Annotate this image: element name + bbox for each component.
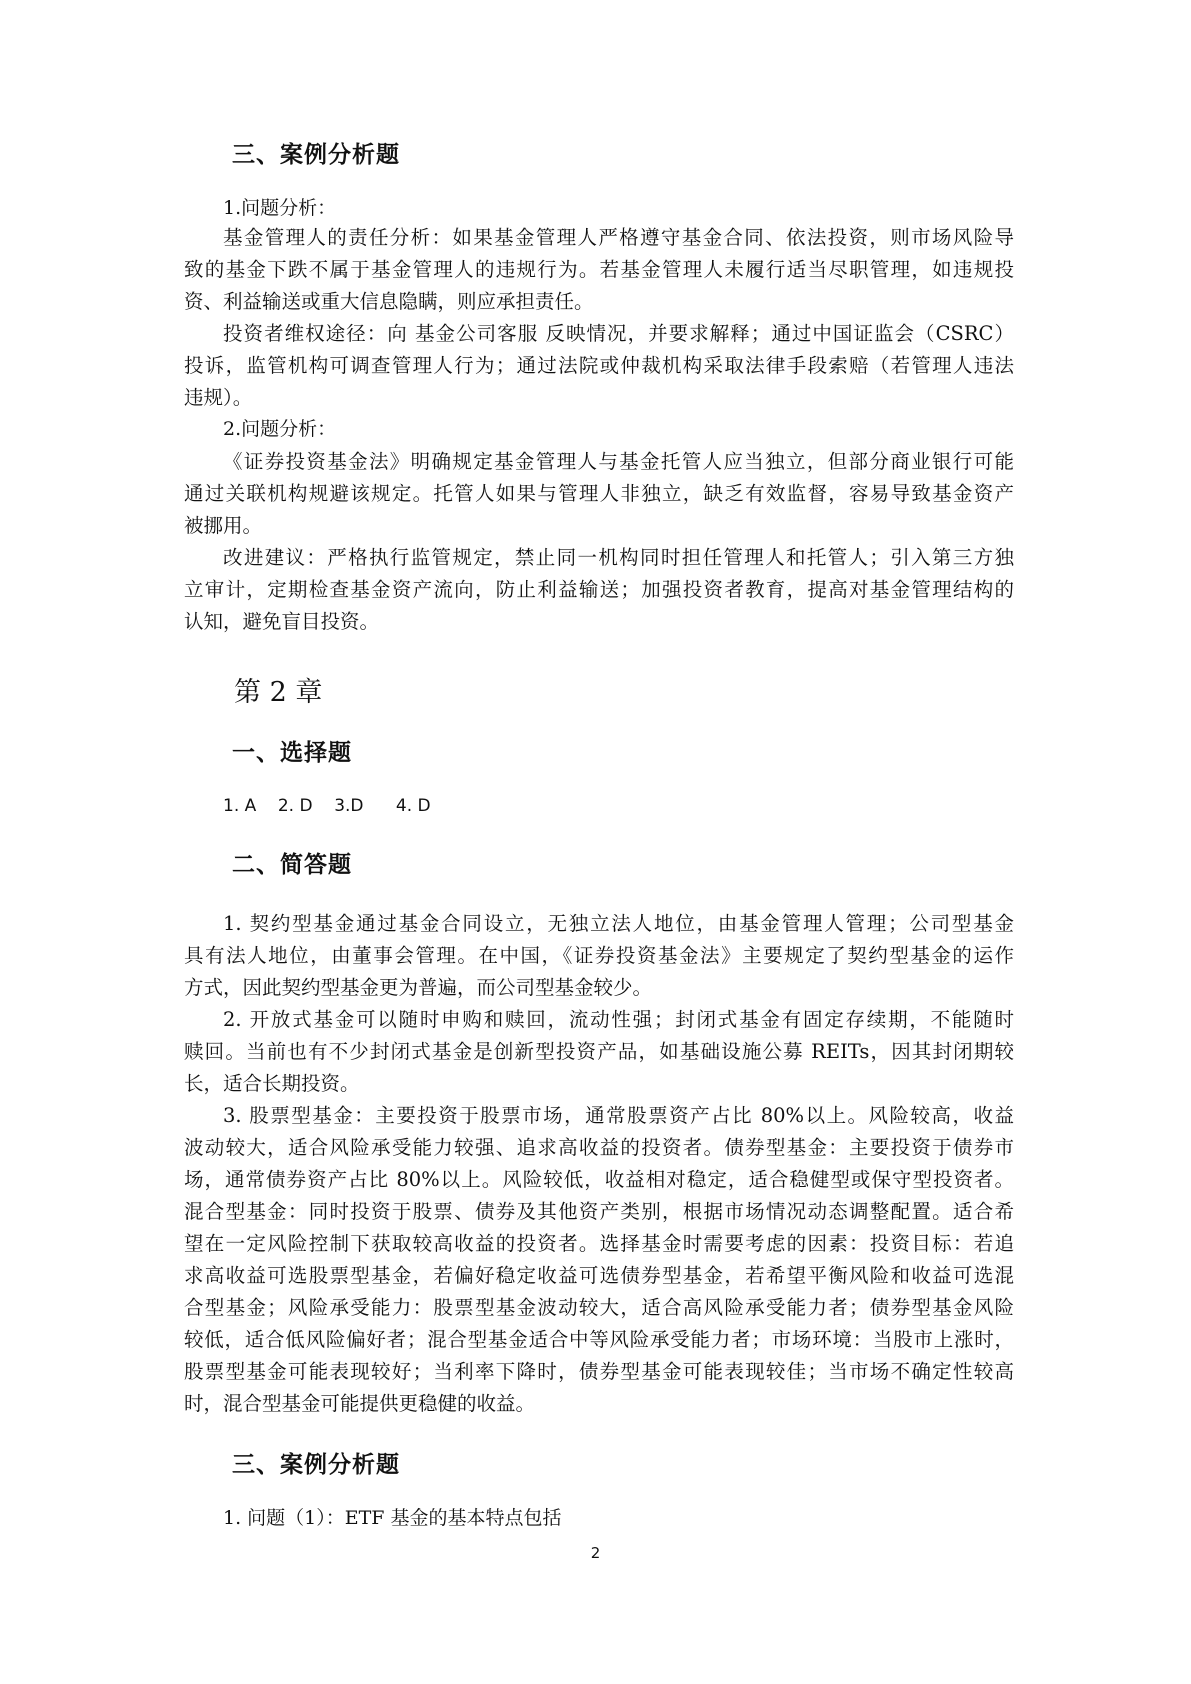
question-2-label: 2.问题分析： xyxy=(223,418,337,440)
paragraph-line: 较低，适合低风险偏好者；混合型基金适合中等风险承受能力者；市场环境：当股市上涨时， xyxy=(184,1328,1014,1351)
paragraph-line: 投资者维权途径：向 基金公司客服 反映情况，并要求解释；通过中国证监会（CSRC） xyxy=(223,322,1014,345)
paragraph-line: 致的基金下跌不属于基金管理人的违规行为。若基金管理人未履行适当尽职管理，如违规投 xyxy=(184,258,1014,281)
multiple-choice-answers: 1. A 2. D 3.D 4. D xyxy=(223,796,431,816)
paragraph-line: 望在一定风险控制下获取较高收益的投资者。选择基金时需要考虑的因素：投资目标：若追 xyxy=(184,1232,1014,1255)
paragraph-line: 合型基金；风险承受能力：股票型基金波动较大，适合高风险承受能力者；债券型基金风险 xyxy=(184,1296,1014,1319)
section-heading-case-analysis: 三、案例分析题 xyxy=(232,142,400,168)
paragraph-line: 投诉，监管机构可调查管理人行为；通过法院或仲裁机构采取法律手段索赔（若管理人违法 xyxy=(184,354,1014,377)
paragraph-line: 波动较大，适合风险承受能力较强、追求高收益的投资者。债券型基金：主要投资于债券市 xyxy=(184,1136,1014,1159)
paragraph-line: 违规）。 xyxy=(184,386,253,409)
paragraph-line: 长，适合长期投资。 xyxy=(184,1072,360,1095)
paragraph-line: 1. 契约型基金通过基金合同设立，无独立法人地位，由基金管理人管理；公司型基金 xyxy=(223,912,1014,935)
paragraph-line: 被挪用。 xyxy=(184,514,263,537)
section-heading-multiple-choice: 一、选择题 xyxy=(232,740,352,766)
paragraph-line: 3. 股票型基金：主要投资于股票市场，通常股票资产占比 80%以上。风险较高，收益 xyxy=(223,1104,1014,1127)
case-question-1: 1. 问题（1）：ETF 基金的基本特点包括 xyxy=(223,1507,562,1529)
paragraph-line: 资、利益输送或重大信息隐瞒，则应承担责任。 xyxy=(184,290,594,313)
paragraph-line: 求高收益可选股票型基金，若偏好稳定收益可选债券型基金，若希望平衡风险和收益可选混 xyxy=(184,1264,1014,1287)
paragraph-line: 赎回。当前也有不少封闭式基金是创新型投资产品，如基础设施公募 REITs，因其封闭期较 xyxy=(184,1040,1014,1063)
paragraph-line: 股票型基金可能表现较好；当利率下降时，债券型基金可能表现较佳；当市场不确定性较高 xyxy=(184,1360,1014,1383)
question-1-label: 1.问题分析： xyxy=(223,197,337,219)
chapter-title: 第 2 章 xyxy=(234,677,323,708)
paragraph-line: 具有法人地位，由董事会管理。在中国，《证券投资基金法》主要规定了契约型基金的运作 xyxy=(184,944,1014,967)
paragraph-line: 认知，避免盲目投资。 xyxy=(184,610,380,633)
paragraph-line: 混合型基金：同时投资于股票、债券及其他资产类别，根据市场情况动态调整配置。适合希 xyxy=(184,1200,1014,1223)
page-number: 2 xyxy=(590,1544,601,1562)
paragraph-line: 时，混合型基金可能提供更稳健的收益。 xyxy=(184,1392,536,1415)
paragraph-line: 方式，因此契约型基金更为普遍，而公司型基金较少。 xyxy=(184,976,653,999)
paragraph-line: 立审计，定期检查基金资产流向，防止利益输送；加强投资者教育，提高对基金管理结构的 xyxy=(184,578,1014,601)
paragraph-line: 2. 开放式基金可以随时申购和赎回，流动性强；封闭式基金有固定存续期，不能随时 xyxy=(223,1008,1014,1031)
paragraph-line: 基金管理人的责任分析：如果基金管理人严格遵守基金合同、依法投资，则市场风险导 xyxy=(223,226,1014,249)
paragraph-line: 场，通常债券资产占比 80%以上。风险较低，收益相对稳定，适合稳健型或保守型投资者。 xyxy=(184,1168,1014,1191)
paragraph-line: 《证券投资基金法》明确规定基金管理人与基金托管人应当独立，但部分商业银行可能 xyxy=(223,450,1014,473)
section-heading-case-analysis-2: 三、案例分析题 xyxy=(232,1452,400,1478)
paragraph-line: 改进建议：严格执行监管规定，禁止同一机构同时担任管理人和托管人；引入第三方独 xyxy=(223,546,1014,569)
section-heading-short-answer: 二、简答题 xyxy=(232,852,352,878)
paragraph-line: 通过关联机构规避该规定。托管人如果与管理人非独立，缺乏有效监督，容易导致基金资产 xyxy=(184,482,1014,505)
